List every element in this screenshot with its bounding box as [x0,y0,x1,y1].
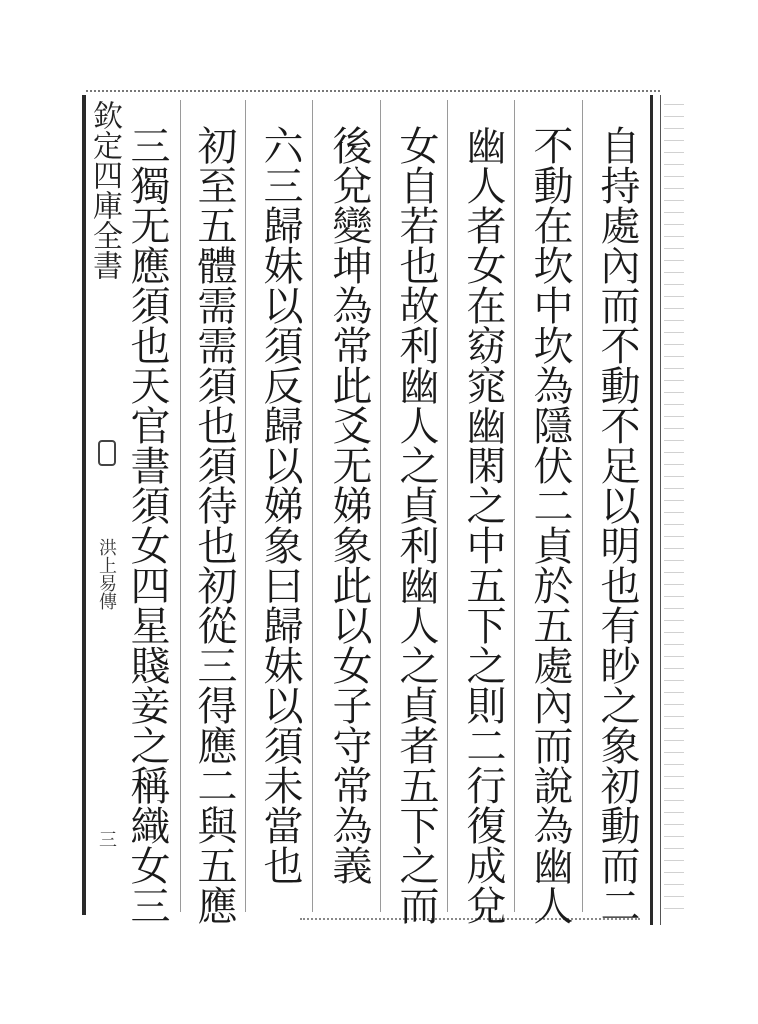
frame-top-border [86,90,660,93]
text-column-1: 自持處內而不動不足以明也有眇之象初動而二 [594,125,640,925]
column-rule [582,100,583,912]
text-column-2: 不動在坎中坎為隱伏二貞於五處內而說為幽人 [527,125,573,925]
gutter-noise [664,98,684,918]
section-title: 洪上易傳 [96,538,117,610]
frame-left-border [82,95,86,915]
column-rule [514,100,515,912]
text-column-3: 幽人者女在窈窕幽閑之中五下之則二行復成兌 [460,125,506,925]
text-column-4: 女自若也故利幽人之貞利幽人之貞者五下之而 [393,125,439,925]
text-column-7: 初至五體需需須也須待也初從三得應二與五應 [191,125,237,925]
column-rule [245,100,246,912]
text-column-5: 後兌變坤為常此爻无娣象此以女子守常為義 [326,125,372,885]
book-title: 欽定四庫全書 [87,100,122,280]
text-column-8: 三獨无應須也天官書須女四星賤妾之稱織女三 [124,125,170,925]
fish-tail-mark [98,440,116,466]
column-rule [447,100,448,912]
column-rule [180,100,181,912]
column-rule [380,100,381,912]
column-rule [312,100,313,912]
page-number: 三 [96,830,117,848]
margin-column [88,100,120,900]
frame-right-inner-border [660,95,661,925]
text-column-6: 六三歸妹以須反歸以娣象曰歸妹以須未當也 [257,125,303,885]
frame-right-border [650,95,653,925]
